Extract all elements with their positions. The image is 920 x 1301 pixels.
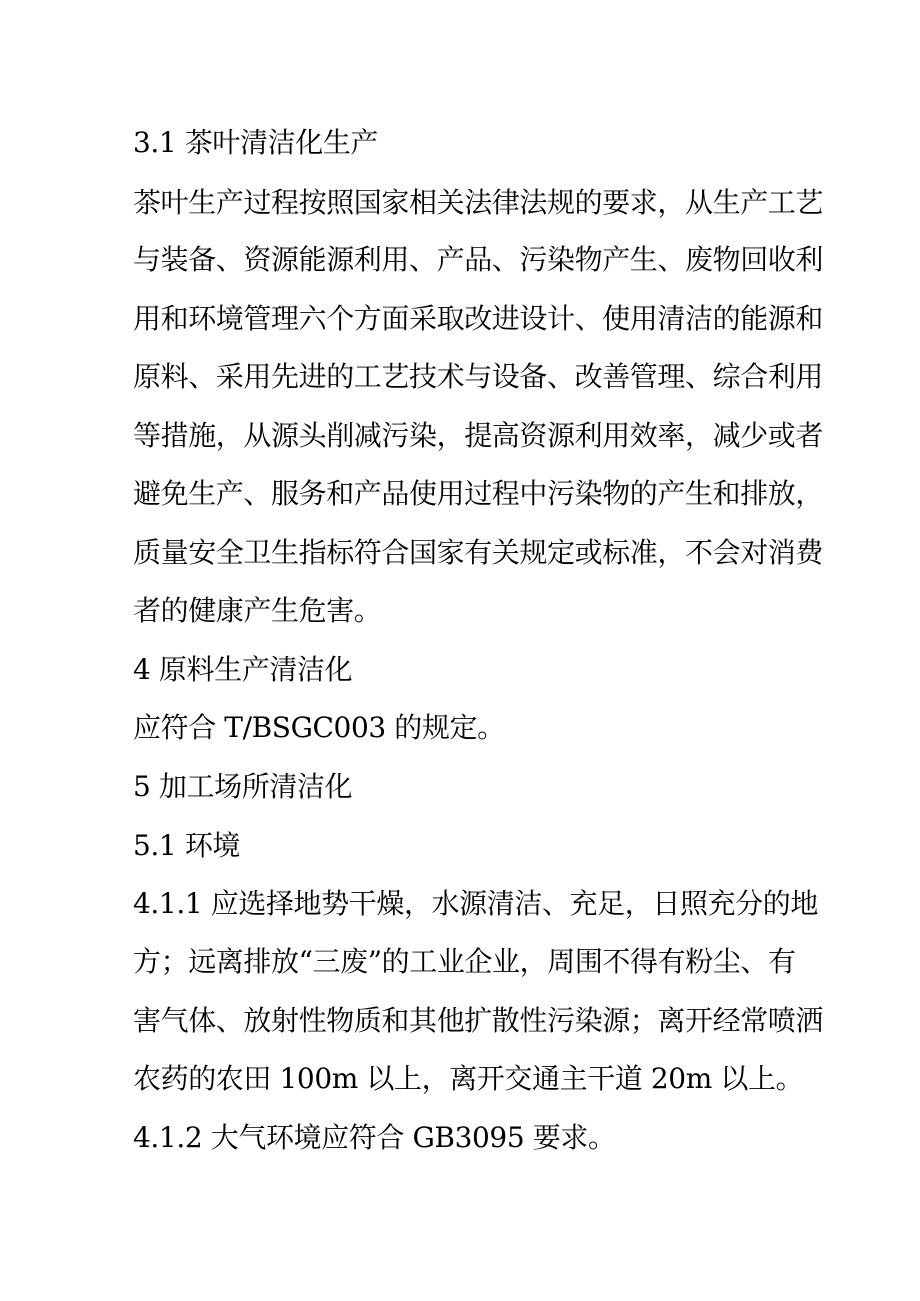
paragraph-line: 质量安全卫生指标符合国家有关规定或标准，不会对消费	[133, 536, 824, 569]
paragraph-line: 避免生产、服务和产品使用过程中污染物的产生和排放，	[133, 477, 824, 510]
clause-4-1-1-line: 农药的农田 100m 以上，离开交通主干道 20m 以上。	[133, 1062, 804, 1095]
heading-4: 4 原料生产清洁化	[133, 653, 353, 686]
heading-5: 5 加工场所清洁化	[133, 770, 353, 803]
paragraph-line: 用和环境管理六个方面采取改进设计、使用清洁的能源和	[133, 302, 824, 335]
paragraph-line: 等措施，从源头削减污染，提高资源利用效率，减少或者	[133, 419, 824, 452]
paragraph-line: 茶叶生产过程按照国家相关法律法规的要求，从生产工艺	[133, 186, 824, 219]
clause-4-1-1-line: 害气体、放射性物质和其他扩散性污染源；离开经常喷洒	[133, 1004, 824, 1037]
paragraph-line: 者的健康产生危害。	[133, 594, 382, 627]
clause-4-1-1-line: 4.1.1 应选择地势干燥，水源清洁、充足，日照充分的地	[133, 887, 818, 920]
heading-5-1: 5.1 环境	[133, 829, 241, 862]
clause-4-1-2: 4.1.2 大气环境应符合 GB3095 要求。	[133, 1121, 616, 1154]
paragraph-line: 应符合 T/BSGC003 的规定。	[133, 711, 505, 744]
heading-3-1: 3.1 茶叶清洁化生产	[133, 126, 379, 159]
clause-4-1-1-line: 方；远离排放“三废”的工业企业，周围不得有粉尘、有	[133, 945, 796, 978]
paragraph-line: 原料、采用先进的工艺技术与设备、改善管理、综合利用	[133, 360, 824, 393]
paragraph-line: 与装备、资源能源利用、产品、污染物产生、废物回收利	[133, 243, 824, 276]
